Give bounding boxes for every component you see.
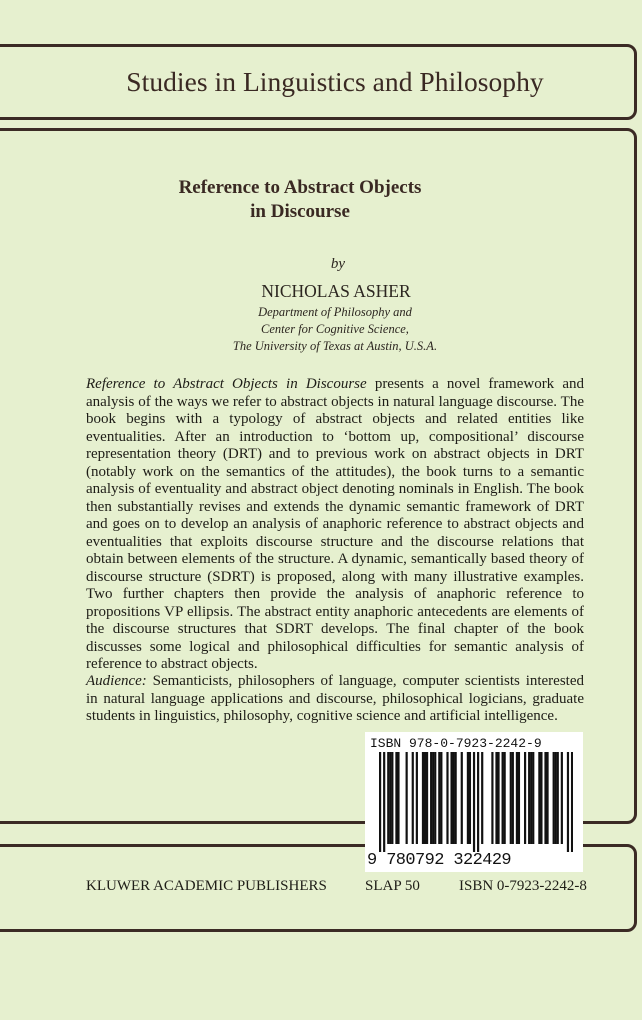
barcode-bar (504, 752, 506, 844)
barcode-bar (477, 752, 479, 852)
book-title-line1: Reference to Abstract Objects (178, 177, 422, 198)
barcode-bar (446, 752, 448, 844)
affiliation-line: Department of Philosophy and (258, 305, 412, 319)
barcode-bar (546, 752, 548, 844)
barcode-bar (397, 752, 399, 844)
barcode-isbn-label: ISBN 978-0-7923-2242-9 (370, 736, 542, 751)
barcode-bar (502, 752, 504, 844)
barcode-bar (481, 752, 483, 844)
barcode-bar (491, 752, 493, 844)
description-title-italic: Reference to Abstract Objects in Discourse (86, 376, 367, 392)
barcode-bar (440, 752, 442, 844)
barcode-bar (467, 752, 469, 844)
barcode-bar (538, 752, 540, 844)
book-title (0, 176, 600, 224)
barcode-bar (561, 752, 563, 844)
book-description (86, 376, 584, 674)
barcode-bar (391, 752, 393, 844)
affiliation-line: Center for Cognitive Science, (261, 322, 409, 336)
barcode-bar (389, 752, 391, 844)
barcode-bar (516, 752, 518, 844)
author-affiliation (0, 304, 642, 355)
barcode-bar (450, 752, 452, 844)
barcode-bar (387, 752, 389, 844)
barcode-bar (383, 752, 385, 852)
footer-isbn: ISBN 0-7923-2242-8 (459, 878, 587, 894)
author-name: NICHOLAS ASHER (261, 281, 411, 301)
barcode-bar (524, 752, 526, 844)
barcode-bar (438, 752, 440, 844)
barcode-bar (571, 752, 573, 852)
barcode-sticker (365, 732, 583, 872)
barcode-bars (379, 752, 573, 852)
audience-text: Semanticists, philosophers of language, computer scientists interested in natural language applications and discourse, philosophical logicians, graduate students in linguistics, philosophy, cognitive science and artificial intelligence. (86, 673, 584, 724)
barcode-ean-digits: 9 780792 322429 (367, 851, 512, 870)
barcode-bar (430, 752, 432, 844)
barcode-bar (528, 752, 530, 844)
barcode-bar (555, 752, 557, 844)
barcode-bar (530, 752, 532, 844)
barcode-bar (473, 752, 475, 852)
barcode-bar (406, 752, 408, 844)
barcode-bar (453, 752, 455, 844)
barcode-bar (557, 752, 559, 844)
barcode-bar (395, 752, 397, 844)
barcode-bar (455, 752, 457, 844)
audience-paragraph (86, 673, 584, 726)
publisher-name: KLUWER ACADEMIC PUBLISHERS (86, 878, 327, 894)
barcode-bar (424, 752, 426, 844)
by-line: by (330, 256, 346, 272)
barcode-bar (567, 752, 569, 852)
series-code: SLAP 50 (365, 878, 420, 894)
barcode-bar (512, 752, 514, 844)
barcode-bar (469, 752, 471, 844)
barcode-bar (461, 752, 463, 844)
barcode-bar (426, 752, 428, 844)
affiliation-line: The University of Texas at Austin, U.S.A. (232, 339, 438, 353)
barcode-bar (497, 752, 499, 844)
barcode-bar (553, 752, 555, 844)
barcode-bar (422, 752, 424, 844)
barcode-bar (416, 752, 418, 844)
barcode-bar (432, 752, 434, 844)
audience-label: Audience: (86, 673, 147, 689)
barcode-bar (510, 752, 512, 844)
barcode-bar (434, 752, 436, 844)
series-title: Studies in Linguistics and Philosophy (126, 66, 544, 97)
barcode-bar (544, 752, 546, 844)
barcode-bar (518, 752, 520, 844)
barcode-bar (412, 752, 414, 844)
barcode-bar (532, 752, 534, 844)
book-title-line2: in Discourse (250, 201, 350, 222)
barcode-bar (540, 752, 542, 844)
barcode-bar (495, 752, 497, 844)
barcode-bar (379, 752, 381, 852)
description-body: presents a novel framework and analysis of the ways we refer to abstract objects in natural language discourse. The book begins with a typology of abstract objects and related entities like eventualities. After an introduction to ‘bottom up, compositional’ discourse representation theory (DRT) and to previous work on abstract objects in DRT (notably work on the semantics of the attitudes), the book turns to a semantic analysis of eventuality and abstract object denoting nominals in English. The book then substantially revises and extends the dynamic semantic framework of DRT and goes on to develop an analysis of anaphoric reference to abstract objects and eventualities that exploits discourse structure and the discourse relations that obtain between elements of the structure. A dynamic, semantically based theory of discourse structure (SDRT) is proposed, along with many illustrative examples. Two further chapters then provide the analysis of anaphoric reference to propositions VP ellipsis. The abstract entity anaphoric antecedents are elements of the discourse structures that SDRT develops. The final chapter of the book discusses some logical and philosophical difficulties for semantic analysis of reference to abstract objects. (86, 376, 584, 672)
